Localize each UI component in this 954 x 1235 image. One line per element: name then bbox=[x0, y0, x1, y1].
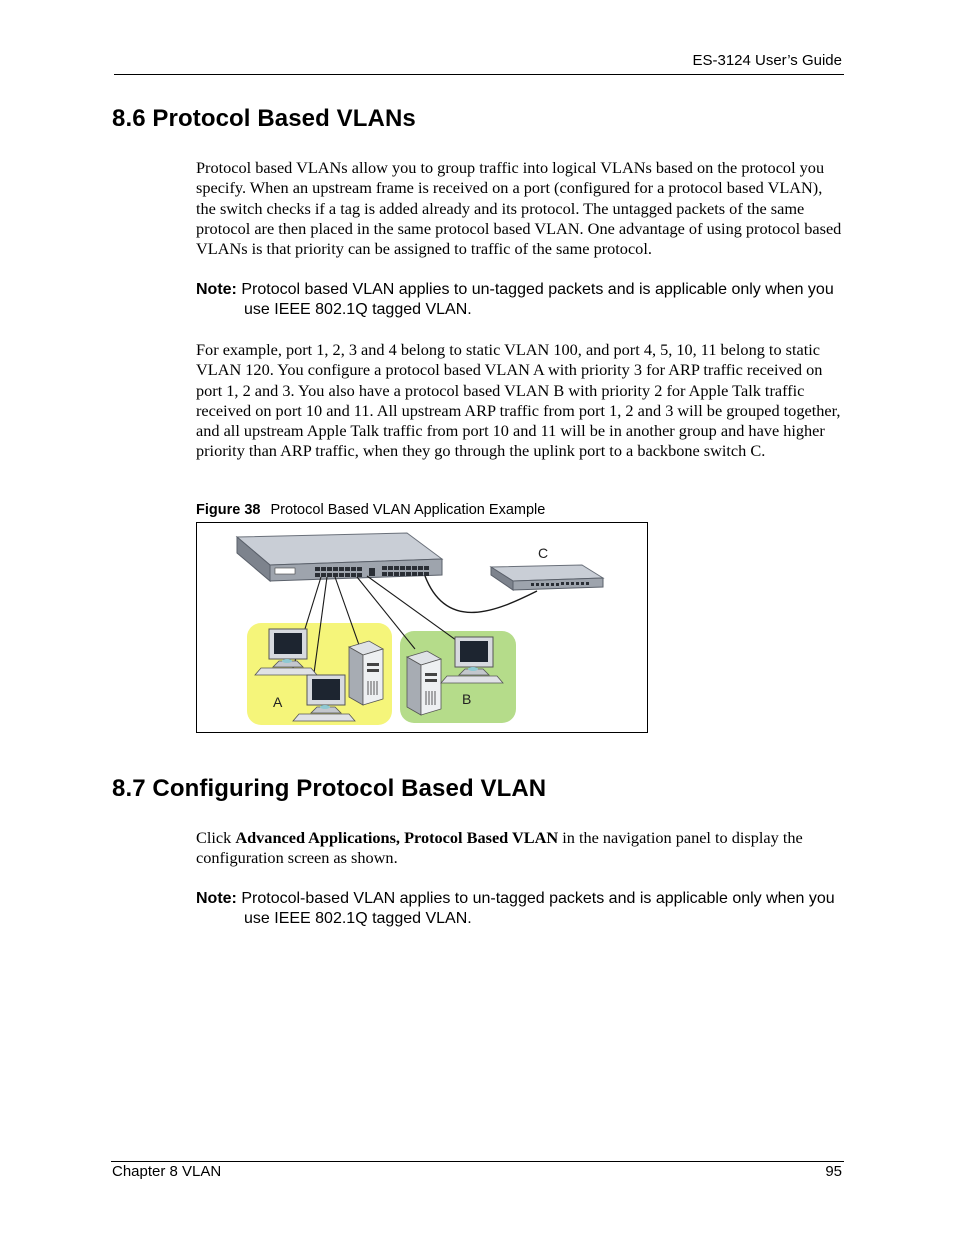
figure-frame bbox=[196, 522, 648, 733]
section-heading-8-7: 8.7 Configuring Protocol Based VLAN bbox=[112, 775, 547, 802]
instruction-suffix: in the navigation panel to display the configuration screen as shown. bbox=[196, 828, 803, 868]
page-footer bbox=[111, 1161, 844, 1180]
server-icon bbox=[349, 641, 383, 705]
label-vlan-b: B bbox=[462, 691, 472, 707]
figure-caption bbox=[196, 502, 545, 518]
menu-path: Advanced Applications, Protocol Based VLAN bbox=[235, 828, 559, 847]
label-switch-c: C bbox=[538, 545, 549, 561]
instruction-paragraph bbox=[196, 828, 844, 869]
note-text: Protocol based VLAN applies to un-tagged packets and is applicable only when you use IEEE 802.1Q tagged VLAN. bbox=[241, 281, 834, 319]
note-label: Note: bbox=[196, 281, 237, 298]
label-vlan-a: A bbox=[273, 694, 283, 710]
page-header bbox=[114, 50, 844, 75]
main-switch-icon bbox=[237, 533, 442, 581]
figure-title: Protocol Based VLAN Application Example bbox=[270, 502, 546, 518]
vlan-diagram bbox=[197, 523, 647, 732]
example-paragraph: For example, port 1, 2, 3 and 4 belong to static VLAN 100, and port 4, 5, 10, 11 belong to static VLAN 120. You configure a protocol based VLAN A with priority 3 for ARP traffic received on port 1, 2 and 3. You also have a protocol based VLAN B with priority 2 for Apple Talk traffic received on port 10 and 11. All upstream ARP traffic from port 1, 2 and 3 will be grouped together, and all upstream Apple Talk traffic from port 10 and 11 will be in another group and have higher priority than ARP traffic, when they go through the uplink port to a backbone switch C. bbox=[196, 340, 841, 461]
chapter-label: Chapter 8 VLAN bbox=[112, 1163, 222, 1180]
instruction-prefix: Click bbox=[196, 828, 236, 847]
figure-number: Figure 38 bbox=[196, 502, 261, 518]
note-text: Protocol-based VLAN applies to un-tagged packets and is applicable only when you use IEEE 802.1Q tagged VLAN. bbox=[241, 890, 835, 928]
note-protocol-based-vlan bbox=[196, 889, 844, 930]
note-label: Note: bbox=[196, 890, 237, 907]
guide-title: ES-3124 User’s Guide bbox=[692, 52, 842, 69]
server-icon bbox=[407, 651, 441, 715]
note-protocol-vlan bbox=[196, 280, 844, 321]
intro-paragraph: Protocol based VLANs allow you to group traffic into logical VLANs based on the protocol you specify. When an upstream frame is received on a port (configured for a protocol based VLAN), the switch checks if a tag is added already and its protocol. The untagged packets of the same protocol are then placed in the same protocol based VLAN. One advantage of using protocol based VLANs is that priority can be assigned to traffic of the same protocol. bbox=[196, 158, 842, 259]
section-heading-8-6: 8.6 Protocol Based VLANs bbox=[112, 105, 416, 132]
backbone-switch-icon bbox=[491, 565, 603, 590]
page-number: 95 bbox=[825, 1163, 842, 1180]
